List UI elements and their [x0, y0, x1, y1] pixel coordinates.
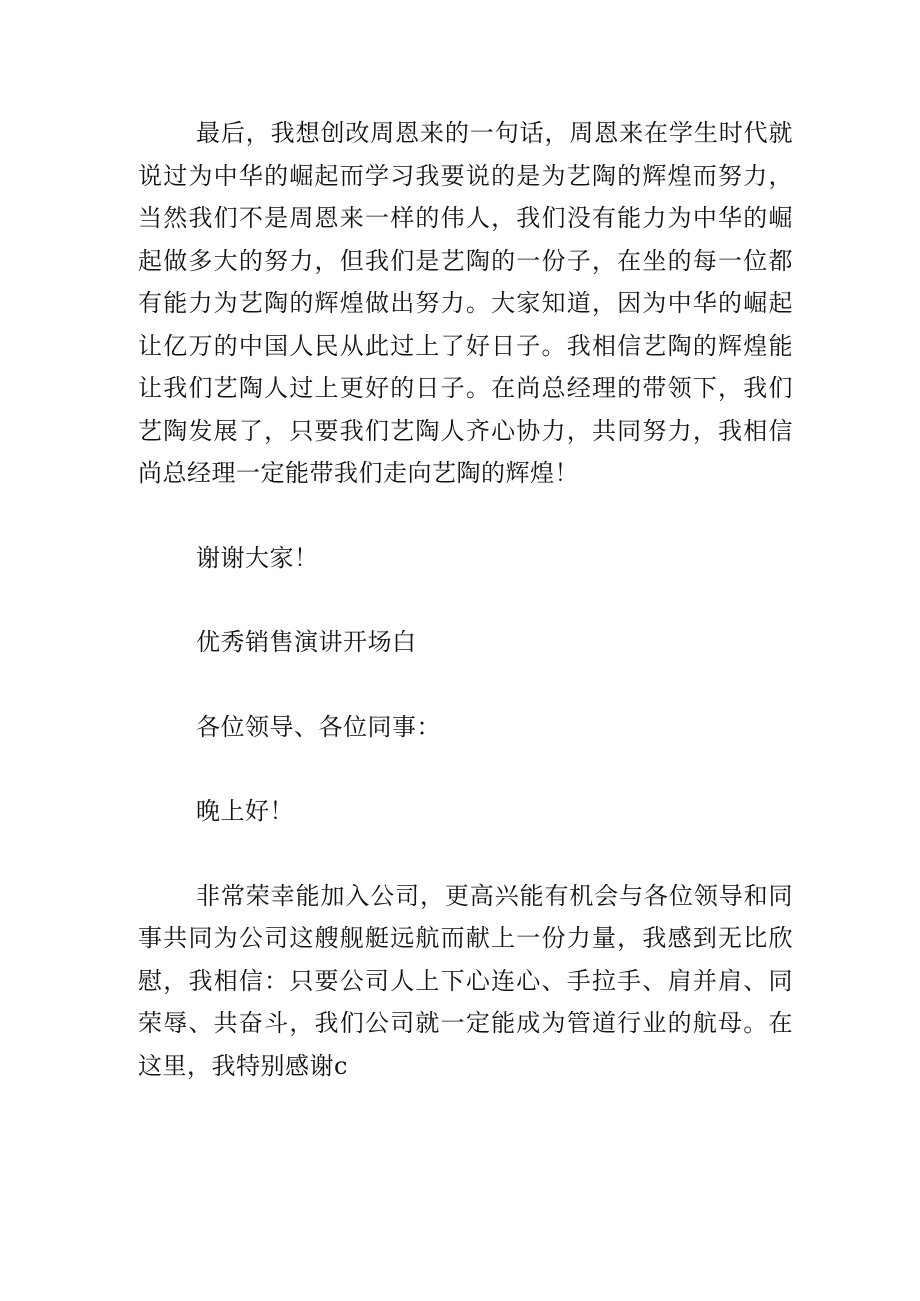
paragraph-thanks: 谢谢大家！ — [196, 543, 319, 572]
paragraph-closing-speech: 最后，我想创改周恩来的一句话，周恩来在学生时代就说过为中华的崛起而学习我要说的是为艺陶的辉煌而努力，当然我们不是周恩来一样的伟人，我们没有能力为中华的崛起做多大的努力，但我们是艺陶的一份子，在坐的每一位都有能力为艺陶的辉煌做出努力。大家知道，因为中华的崛起让亿万的中国人民从此过上了好日子。我相信艺陶的辉煌能让我们艺陶人过上更好的日子。在尚总经理的带领下，我们艺陶发展了，只要我们艺陶人齐心协力，共同努力，我相信尚总经理一定能带我们走向艺陶的辉煌！ — [138, 119, 793, 487]
paragraph-introduction: 非常荣幸能加入公司，更高兴能有机会与各位领导和同事共同为公司这艘舰艇远航而献上一份力量，我感到无比欣慰，我相信：只要公司人上下心连心、手拉手、肩并肩、同荣辱、共奋斗，我们公司就一定能成为管道行业的航母。在这里，我特别感谢c — [138, 881, 793, 1080]
document-body — [138, 112, 793, 1087]
paragraph-salutation: 各位领导、各位同事： — [196, 712, 441, 741]
section-title: 优秀销售演讲开场白 — [196, 628, 417, 656]
paragraph-greeting: 晚上好！ — [196, 797, 294, 825]
